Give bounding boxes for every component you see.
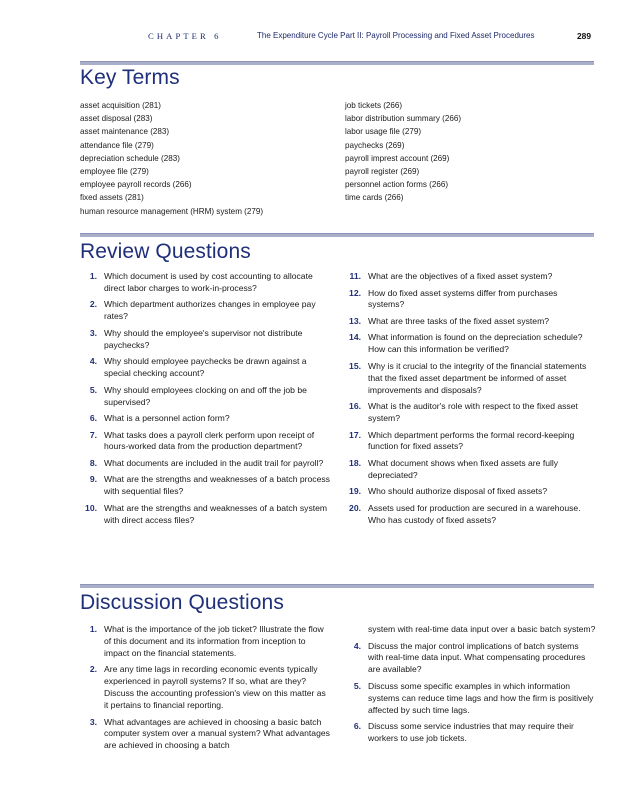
key-term: time cards (266) [345,193,404,203]
discussion-questions-heading: Discussion Questions [80,591,284,614]
key-term: fixed assets (281) [80,193,144,203]
key-term: personnel action forms (266) [345,180,449,190]
question-text: Why should employee paychecks be drawn against a special checking account? [104,356,307,379]
key-term: job tickets (266) [345,101,403,110]
key-term: depreciation schedule (283) [80,153,180,163]
question-number: 10. [85,502,97,513]
question-number: 14. [349,332,361,343]
question-number: 2. [89,664,97,675]
discussion-question [344,721,596,745]
question-text: What are the strengths and weaknesses of a batch system with direct access files? [104,502,328,525]
question-number: 12. [349,287,361,298]
key-term: human resource management (HRM) system (279) [80,206,264,216]
review-question [344,361,596,397]
key-term: asset acquisition (281) [80,101,161,110]
question-number: 8. [89,457,97,468]
key-term: payroll register (269) [345,167,420,177]
review-question [344,503,596,527]
question-number: 1. [89,271,97,281]
review-question [80,356,330,380]
review-question [344,288,596,312]
page-number: 289 [577,31,591,41]
question-number: 19. [349,486,361,497]
question-number: 16. [349,401,361,412]
section-divider [80,61,594,65]
question-text: Discuss some specific examples in which information systems can reduce time lags and how the firm is positively affected by such time lags. [368,680,594,715]
key-term: labor usage file (279) [345,127,422,137]
question-text: Who should authorize disposal of fixed assets? [368,486,548,497]
key-term: employee payroll records (266) [80,180,192,190]
key-terms-heading: Key Terms [80,66,180,89]
discussion-question-continuation: system with real-time data input over a basic batch system? [368,624,596,634]
question-number: 3. [89,327,97,338]
running-title: The Expenditure Cycle Part II: Payroll Processing and Fixed Asset Procedures [257,31,535,40]
key-term: employee file (279) [80,167,149,177]
question-text: Discuss the major control implications of batch systems with real-time data input. What compensating procedures are available? [368,640,586,675]
question-text: What are the objectives of a fixed asset system? [368,271,553,281]
question-text: Which document is used by cost accounting to allocate direct labor charges to work-in-process? [104,271,313,293]
question-text: Assets used for production are secured in a warehouse. Who has custody of fixed assets? [368,502,581,525]
question-number: 4. [353,640,361,651]
question-text: What documents are included in the audit trail for payroll? [104,457,324,468]
question-number: 6. [89,413,97,424]
question-number: 4. [89,356,97,367]
review-question [80,430,330,454]
question-text: Why should the employee's supervisor not distribute paychecks? [104,327,303,350]
question-text: What advantages are achieved in choosing a basic batch computer system over a manual system? What advantages are achieved in choosing a batch [104,716,330,751]
question-number: 18. [349,457,361,468]
question-text: What are the strengths and weaknesses of a batch process with sequential files? [104,474,330,497]
question-text: How do fixed asset systems differ from purchases systems? [368,287,558,310]
question-number: 15. [349,360,361,371]
review-question [344,271,596,283]
question-number: 9. [89,474,97,485]
discussion-question [344,681,596,717]
review-question [80,385,330,409]
key-term: asset maintenance (283) [80,127,170,137]
discussion-question [80,624,330,660]
review-question [80,328,330,352]
review-question [344,458,596,482]
review-question [344,486,596,498]
discussion-questions-right-column [344,624,596,750]
review-questions-left-column [80,271,330,531]
question-number: 3. [89,716,97,727]
review-questions-heading: Review Questions [80,240,251,263]
section-divider [80,584,594,588]
question-number: 11. [349,271,361,281]
question-text: What are three tasks of the fixed asset system? [368,315,550,326]
chapter-label: CHAPTER 6 [148,31,222,41]
key-term: attendance file (279) [80,140,154,150]
key-term: labor distribution summary (266) [345,114,462,124]
review-question [344,316,596,328]
question-text: Which department authorizes changes in employee pay rates? [104,299,316,322]
key-term: asset disposal (283) [80,114,153,124]
discussion-question [80,717,330,753]
question-number: 2. [89,299,97,310]
question-text: What is the importance of the job ticket? Illustrate the flow of this document and its information from inception to impact on the financial statements. [104,624,324,658]
running-head [0,31,639,45]
discussion-question [344,641,596,677]
review-question [80,503,330,527]
question-number: 5. [353,680,361,691]
question-number: 6. [353,721,361,732]
question-text: What is a personnel action form? [104,413,230,424]
question-text: What information is found on the depreciation schedule? How can this information be verified? [368,332,583,355]
question-number: 5. [89,384,97,395]
question-number: 13. [349,315,361,326]
key-term: payroll imprest account (269) [345,153,450,163]
key-terms-right-column [345,99,461,205]
key-term: paychecks (269) [345,140,405,150]
review-question [80,413,330,425]
discussion-questions-left-column [80,624,330,757]
review-question [80,474,330,498]
question-text: What tasks does a payroll clerk perform upon receipt of hours-worked data from the production department? [104,429,315,452]
review-question [344,401,596,425]
question-text: Why should employees clocking on and off the job be supervised? [104,384,307,407]
review-question [344,332,596,356]
review-question [344,430,596,454]
question-number: 7. [89,429,97,440]
review-question [80,271,330,295]
question-number: 17. [349,429,361,440]
question-text: Discuss some service industries that may require their workers to use job tickets. [368,721,574,744]
question-text: What is the auditor's role with respect to the fixed asset system? [368,401,578,424]
question-text: Are any time lags in recording economic events typically experienced in payroll systems? If so, what are they? Discuss the accounting profession's view on this matter as it pertains to financial reporting. [104,664,326,711]
question-text: What document shows when fixed assets are fully depreciated? [368,457,559,480]
discussion-question [80,664,330,712]
review-questions-right-column [344,271,596,531]
review-question [80,299,330,323]
question-number: 20. [349,502,361,513]
question-number: 1. [89,624,97,634]
key-terms-left-column [80,99,263,218]
question-text: Which department performs the formal record-keeping function for fixed assets? [368,429,575,452]
question-text: Why is it crucial to the integrity of the financial statements that the fixed asset department be informed of asset improvements and disposals? [368,360,587,395]
section-divider [80,233,594,237]
review-question [80,458,330,470]
